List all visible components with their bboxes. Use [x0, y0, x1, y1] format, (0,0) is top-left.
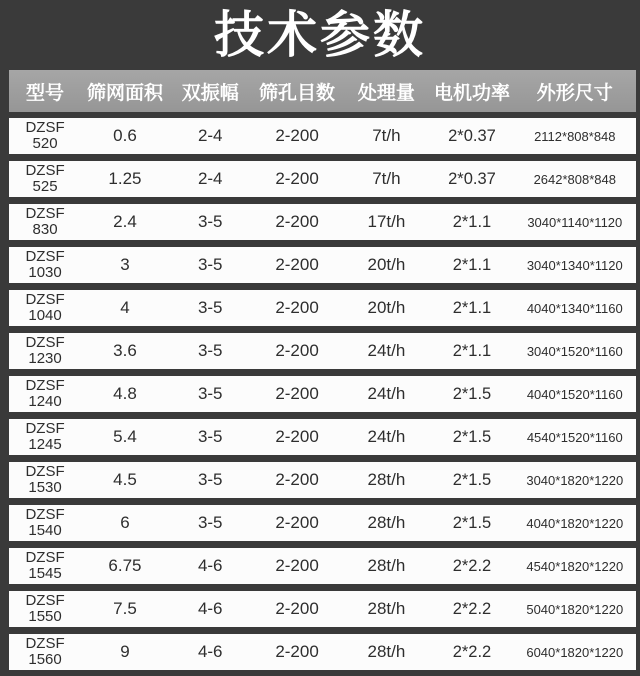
cell-model: [9, 163, 81, 195]
cell-capacity: 28t/h: [367, 513, 406, 532]
cell-capacity: 28t/h: [367, 599, 406, 618]
model-line: 1040: [28, 307, 62, 324]
cell-amplitude: 3-5: [197, 513, 223, 532]
cell-amplitude: 3-5: [197, 384, 223, 403]
cell-mesh: 2-200: [275, 470, 319, 489]
cell-area: 0.6: [113, 126, 137, 145]
cell-dimensions: 5040*1820*1220: [526, 601, 624, 617]
model-line: DZSF: [25, 636, 65, 652]
cell-dimensions: 6040*1820*1220: [526, 644, 624, 660]
cell-model: [9, 464, 81, 496]
cell-area: 3.6: [113, 341, 137, 360]
cell-area: 6: [120, 513, 130, 532]
cell-mesh: 2-200: [275, 384, 319, 403]
cell-model: [9, 593, 81, 625]
cell-capacity: 28t/h: [367, 556, 406, 575]
cell-model: [9, 335, 81, 367]
table-row: [9, 462, 636, 498]
cell-area: 6.75: [108, 556, 142, 575]
cell-mesh: 2-200: [275, 599, 319, 618]
cell-dimensions: 4540*1820*1220: [526, 558, 624, 574]
cell-area: 7.5: [113, 599, 137, 618]
cell-mesh: 2-200: [275, 513, 319, 532]
model-line: 1240: [28, 393, 62, 410]
cell-power: 2*1.1: [452, 212, 492, 231]
cell-power: 2*1.1: [452, 255, 492, 274]
cell-amplitude: 3-5: [197, 212, 223, 231]
cell-capacity: 28t/h: [367, 642, 406, 661]
model-line: DZSF: [25, 507, 65, 523]
cell-power: 2*1.1: [452, 341, 492, 360]
cell-capacity: 24t/h: [367, 427, 406, 446]
cell-power: 2*1.1: [452, 298, 492, 317]
model-line: 1530: [28, 479, 62, 496]
model-line: DZSF: [25, 335, 65, 351]
cell-capacity: 20t/h: [367, 298, 406, 317]
header-cell-power: 电机功率: [433, 82, 510, 104]
cell-mesh: 2-200: [275, 298, 319, 317]
table-header-row: [9, 70, 636, 112]
cell-power: 2*0.37: [448, 126, 496, 145]
cell-amplitude: 2-4: [197, 126, 223, 145]
cell-amplitude: 3-5: [197, 255, 223, 274]
cell-model: [9, 249, 81, 281]
cell-mesh: 2-200: [275, 169, 319, 188]
cell-model: [9, 507, 81, 539]
table-row: [9, 505, 636, 541]
cell-power: 2*1.5: [452, 384, 492, 403]
model-line: DZSF: [25, 120, 65, 136]
table-row: [9, 161, 636, 197]
table-row: [9, 591, 636, 627]
table-row: [9, 419, 636, 455]
cell-dimensions: 3040*1520*1160: [526, 343, 623, 359]
cell-model: [9, 550, 81, 582]
cell-amplitude: 2-4: [197, 169, 223, 188]
cell-amplitude: 3-5: [197, 341, 223, 360]
model-line: 525: [32, 178, 58, 195]
cell-area: 1.25: [108, 169, 142, 188]
cell-mesh: 2-200: [275, 126, 319, 145]
model-line: 1030: [28, 264, 62, 281]
cell-area: 3: [120, 255, 130, 274]
model-line: 1245: [28, 436, 62, 453]
cell-model: [9, 421, 81, 453]
cell-mesh: 2-200: [275, 255, 319, 274]
table-row: [9, 247, 636, 283]
cell-amplitude: 4-6: [197, 556, 223, 575]
model-line: 1540: [28, 522, 62, 539]
cell-power: 2*2.2: [452, 642, 492, 661]
cell-amplitude: 4-6: [197, 642, 223, 661]
model-line: DZSF: [25, 421, 65, 437]
cell-amplitude: 3-5: [197, 427, 223, 446]
cell-amplitude: 3-5: [197, 298, 223, 317]
cell-area: 5.4: [113, 427, 137, 446]
table-row: [9, 634, 636, 670]
cell-model: [9, 378, 81, 410]
cell-capacity: 28t/h: [367, 470, 406, 489]
cell-mesh: 2-200: [275, 427, 319, 446]
cell-power: 2*2.2: [452, 556, 492, 575]
cell-model: [9, 206, 81, 238]
cell-area: 4: [120, 298, 130, 317]
model-line: 1230: [28, 350, 62, 367]
cell-power: 2*0.37: [448, 169, 496, 188]
model-line: DZSF: [25, 378, 65, 394]
cell-dimensions: 3040*1820*1220: [526, 472, 624, 488]
cell-model: [9, 292, 81, 324]
table-row: [9, 290, 636, 326]
table-row: [9, 548, 636, 584]
cell-capacity: 7t/h: [372, 126, 401, 145]
cell-capacity: 24t/h: [367, 341, 406, 360]
table-row: [9, 204, 636, 240]
table-row: [9, 376, 636, 412]
table-row: [9, 118, 636, 154]
cell-dimensions: 4040*1520*1160: [526, 386, 623, 402]
cell-capacity: 20t/h: [367, 255, 406, 274]
cell-capacity: 7t/h: [372, 169, 401, 188]
header-cell-mesh: 筛孔目数: [259, 82, 336, 104]
model-line: 830: [32, 221, 58, 238]
model-line: 520: [32, 135, 58, 152]
model-line: 1550: [28, 608, 62, 625]
cell-dimensions: 2642*808*848: [533, 171, 616, 187]
header-cell-dimensions: 外形尺寸: [536, 82, 613, 104]
cell-area: 9: [120, 642, 130, 661]
cell-dimensions: 4040*1820*1220: [526, 515, 624, 531]
cell-mesh: 2-200: [275, 212, 319, 231]
model-line: DZSF: [25, 206, 65, 222]
header-cell-capacity: 处理量: [357, 82, 415, 104]
header-cell-area: 筛网面积: [86, 82, 163, 104]
cell-amplitude: 3-5: [197, 470, 223, 489]
cell-mesh: 2-200: [275, 642, 319, 661]
model-line: DZSF: [25, 464, 65, 480]
cell-model: [9, 120, 81, 152]
cell-area: 4.8: [113, 384, 137, 403]
cell-capacity: 24t/h: [367, 384, 406, 403]
cell-dimensions: 4540*1520*1160: [526, 429, 623, 445]
table-row: [9, 333, 636, 369]
header-cell-amplitude: 双振幅: [181, 82, 239, 104]
cell-area: 2.4: [113, 212, 137, 231]
cell-dimensions: 2112*808*848: [534, 128, 616, 144]
model-line: DZSF: [25, 292, 65, 308]
cell-dimensions: 4040*1340*1160: [526, 300, 623, 316]
table-body: [9, 118, 636, 670]
cell-dimensions: 3040*1340*1120: [526, 257, 623, 273]
model-line: DZSF: [25, 163, 65, 179]
header-cell-model: 型号: [26, 82, 65, 104]
cell-area: 4.5: [113, 470, 137, 489]
cell-dimensions: 3040*1140*1120: [527, 214, 623, 230]
spec-table: [9, 70, 636, 670]
model-line: 1545: [28, 565, 62, 582]
cell-model: [9, 636, 81, 668]
page-title: 技术参数: [214, 7, 426, 63]
model-line: DZSF: [25, 593, 65, 609]
cell-power: 2*2.2: [452, 599, 492, 618]
cell-power: 2*1.5: [452, 470, 492, 489]
model-line: 1560: [28, 651, 62, 668]
cell-power: 2*1.5: [452, 427, 492, 446]
cell-mesh: 2-200: [275, 341, 319, 360]
cell-mesh: 2-200: [275, 556, 319, 575]
cell-amplitude: 4-6: [197, 599, 223, 618]
model-line: DZSF: [25, 249, 65, 265]
model-line: DZSF: [25, 550, 65, 566]
cell-capacity: 17t/h: [367, 212, 406, 231]
cell-power: 2*1.5: [452, 513, 492, 532]
